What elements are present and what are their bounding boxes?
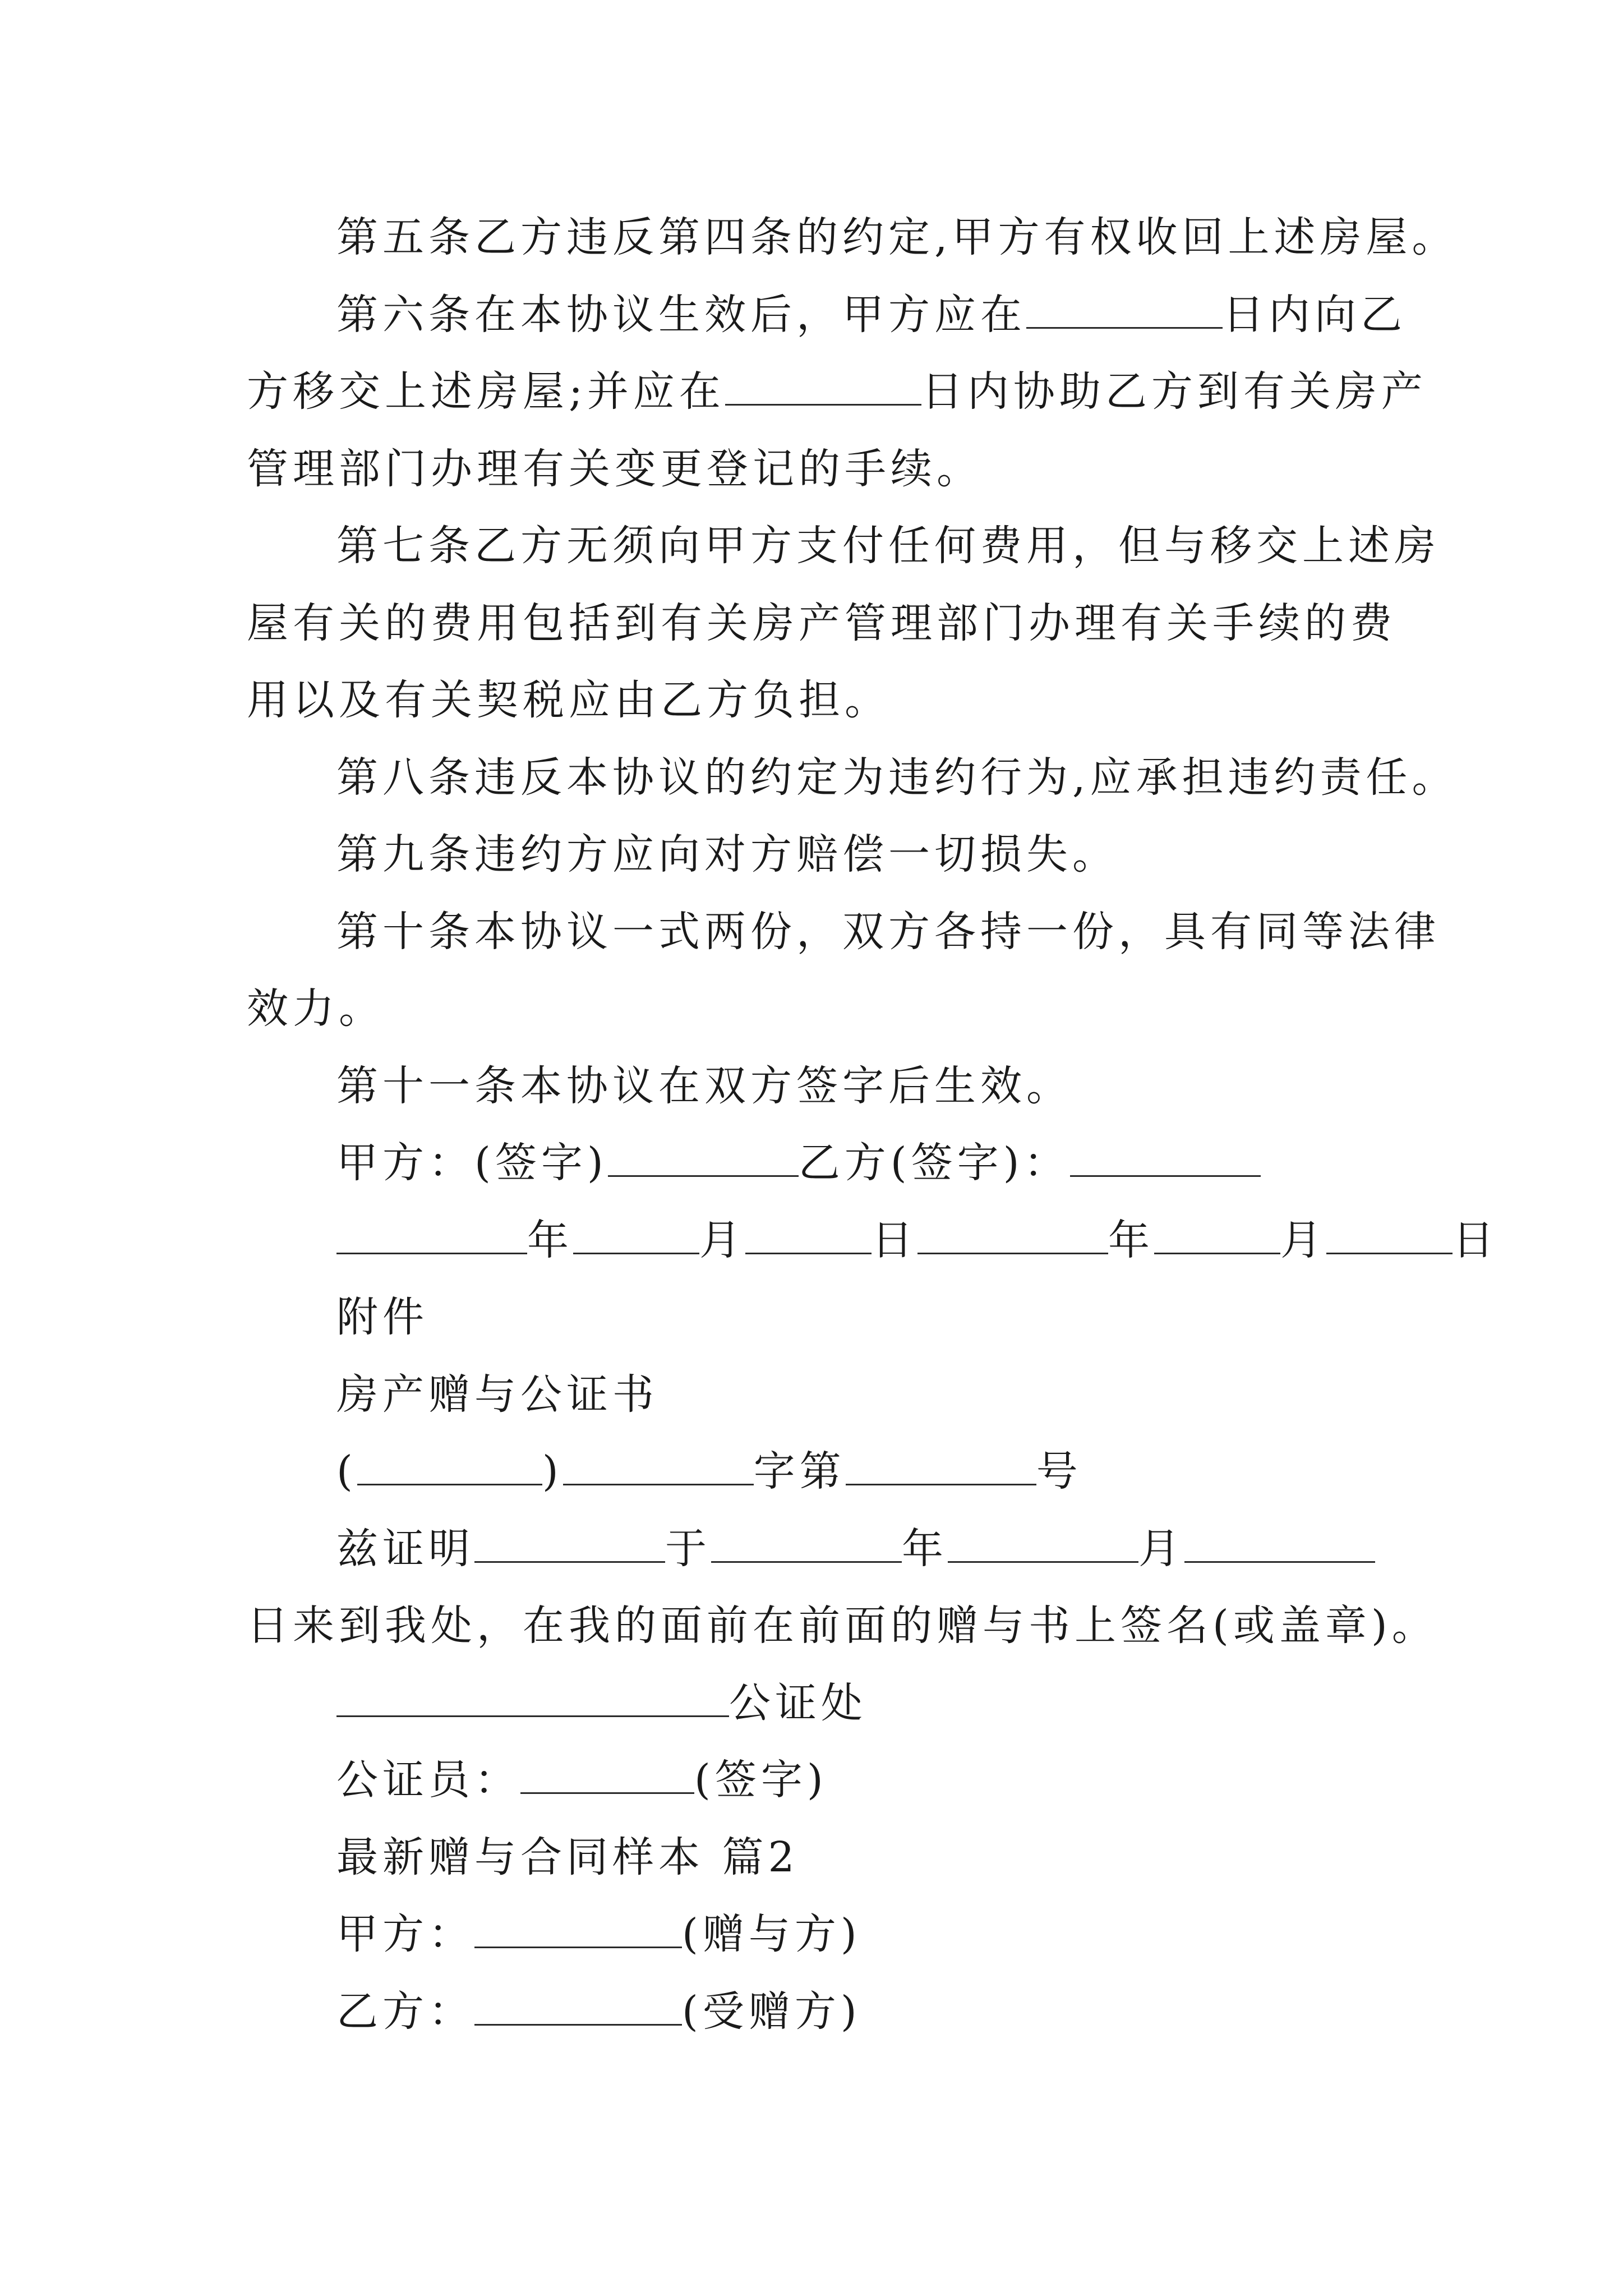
clause-6-text-d: 日内协助乙方到有关房产 [921, 367, 1427, 416]
blank-month-b [1154, 1213, 1280, 1254]
notary-line [247, 1742, 1436, 1819]
clause-7-text-a: 第七条乙方无须向甲方支付任何费用，但与移交上述房 [336, 522, 1440, 570]
blank-month-a [573, 1213, 699, 1254]
clause-7-text-b: 屋有关的费用包括到有关房产管理部门办理有关手续的费 [247, 599, 1396, 647]
hao-label: 号 [1036, 1447, 1082, 1496]
month-label-a: 月 [699, 1216, 745, 1264]
clause-6-text-a: 第六条在本协议生效后，甲方应在 [336, 290, 1026, 339]
signature-line [247, 1125, 1436, 1202]
clause-10-text-b: 效力。 [247, 984, 385, 1033]
day-label-a: 日 [872, 1216, 917, 1264]
clause-7-line-3 [247, 662, 1436, 739]
certificate-title [247, 1356, 1436, 1434]
proof-line-2 [247, 1588, 1436, 1665]
zi-di-label: 字第 [753, 1447, 846, 1496]
clause-6-line-3 [247, 431, 1436, 508]
paren-close: ) [542, 1447, 563, 1496]
clause-7-line-1 [247, 508, 1440, 585]
paren-open: ( [336, 1447, 357, 1496]
clause-8-text: 第八条违反本协议的约定为违约行为,应承担违约责任。 [336, 753, 1458, 802]
attachment-label: 附件 [336, 1293, 428, 1341]
certificate-number-line [247, 1433, 1436, 1511]
month-label-b: 月 [1280, 1216, 1326, 1264]
clause-11 [247, 1048, 1436, 1125]
blank-party-b-name [474, 1985, 682, 2026]
blank-notary-signature [520, 1753, 694, 1794]
certificate-title-text: 房产赠与公证书 [336, 1370, 658, 1419]
clause-9 [247, 816, 1436, 894]
clause-6-line-1 [247, 277, 1436, 354]
proof-text-a: 兹证明 [336, 1524, 474, 1573]
year-label-b: 年 [1108, 1216, 1154, 1264]
notary-office-label: 公证处 [729, 1678, 867, 1727]
attachment-heading [247, 1279, 1436, 1356]
party-a-label: 甲方： [336, 1910, 474, 1958]
clause-5 [247, 199, 1458, 277]
blank-year-b [917, 1213, 1108, 1254]
proof-text-b: 日来到我处，在我的面前在前面的赠与书上签名(或盖章)。 [247, 1602, 1438, 1650]
party-a-role: (赠与方) [682, 1910, 861, 1958]
clause-11-text: 第十一条本协议在双方签字后生效。 [336, 1061, 1072, 1110]
document-body [247, 199, 1498, 2050]
clause-10-text-a: 第十条本协议一式两份，双方各持一份，具有同等法律 [336, 907, 1440, 956]
proof-month-label: 月 [1138, 1524, 1184, 1573]
clause-6-text-e: 管理部门办理有关变更登记的手续。 [247, 444, 983, 493]
clause-10-line-1 [247, 894, 1440, 971]
blank-notary-office [336, 1676, 729, 1717]
blank-party-a-name [474, 1907, 682, 1948]
clause-8 [247, 739, 1458, 817]
section-2-title: 最新赠与合同样本 篇2 [336, 1833, 799, 1881]
clause-6-line-2 [247, 353, 1436, 431]
day-label-b: 日 [1453, 1216, 1498, 1264]
clause-5-text: 第五条乙方违反第四条的约定,甲方有权收回上述房屋。 [336, 213, 1458, 261]
blank-day-a [745, 1213, 872, 1254]
blank-cert-number [846, 1444, 1036, 1485]
proof-yu-label: 于 [665, 1524, 711, 1573]
blank-day-b [1326, 1213, 1453, 1254]
blank-proof-day [1184, 1522, 1375, 1563]
party-b-sign-label: 乙方(签字)： [798, 1139, 1070, 1187]
notary-office-line [247, 1665, 1436, 1742]
clause-7-line-2 [247, 585, 1436, 662]
date-line [247, 1202, 1498, 1280]
party-a-sign-label: 甲方：(签字) [336, 1139, 608, 1187]
clause-10-line-2 [247, 970, 1436, 1048]
blank-days-register [725, 365, 921, 406]
blank-proof-year [711, 1522, 902, 1563]
blank-proof-month [948, 1522, 1138, 1563]
blank-year-a [336, 1213, 527, 1254]
blank-cert-prefix [357, 1444, 542, 1485]
notary-label: 公证员： [336, 1756, 520, 1804]
clause-6-text-b: 日内向乙 [1223, 290, 1407, 339]
blank-proof-name [474, 1522, 665, 1563]
party-a-line [247, 1896, 1436, 1973]
year-label-a: 年 [527, 1216, 573, 1264]
clause-7-text-c: 用以及有关契税应由乙方负担。 [247, 676, 891, 724]
proof-year-label: 年 [902, 1524, 948, 1573]
party-b-line [247, 1973, 1436, 2051]
party-b-role: (受赠方) [682, 1987, 861, 2036]
blank-days-transfer [1026, 288, 1223, 329]
proof-line-1 [247, 1511, 1436, 1588]
party-b-label: 乙方： [336, 1987, 474, 2036]
notary-sign-label: (签字) [694, 1756, 828, 1804]
blank-party-b-signature [1070, 1136, 1261, 1177]
clause-9-text: 第九条违约方应向对方赔偿一切损失。 [336, 830, 1118, 878]
section-2-heading [247, 1819, 1436, 1897]
blank-cert-word [563, 1444, 754, 1485]
clause-6-text-c: 方移交上述房屋;并应在 [247, 367, 725, 416]
blank-party-a-signature [608, 1136, 799, 1177]
